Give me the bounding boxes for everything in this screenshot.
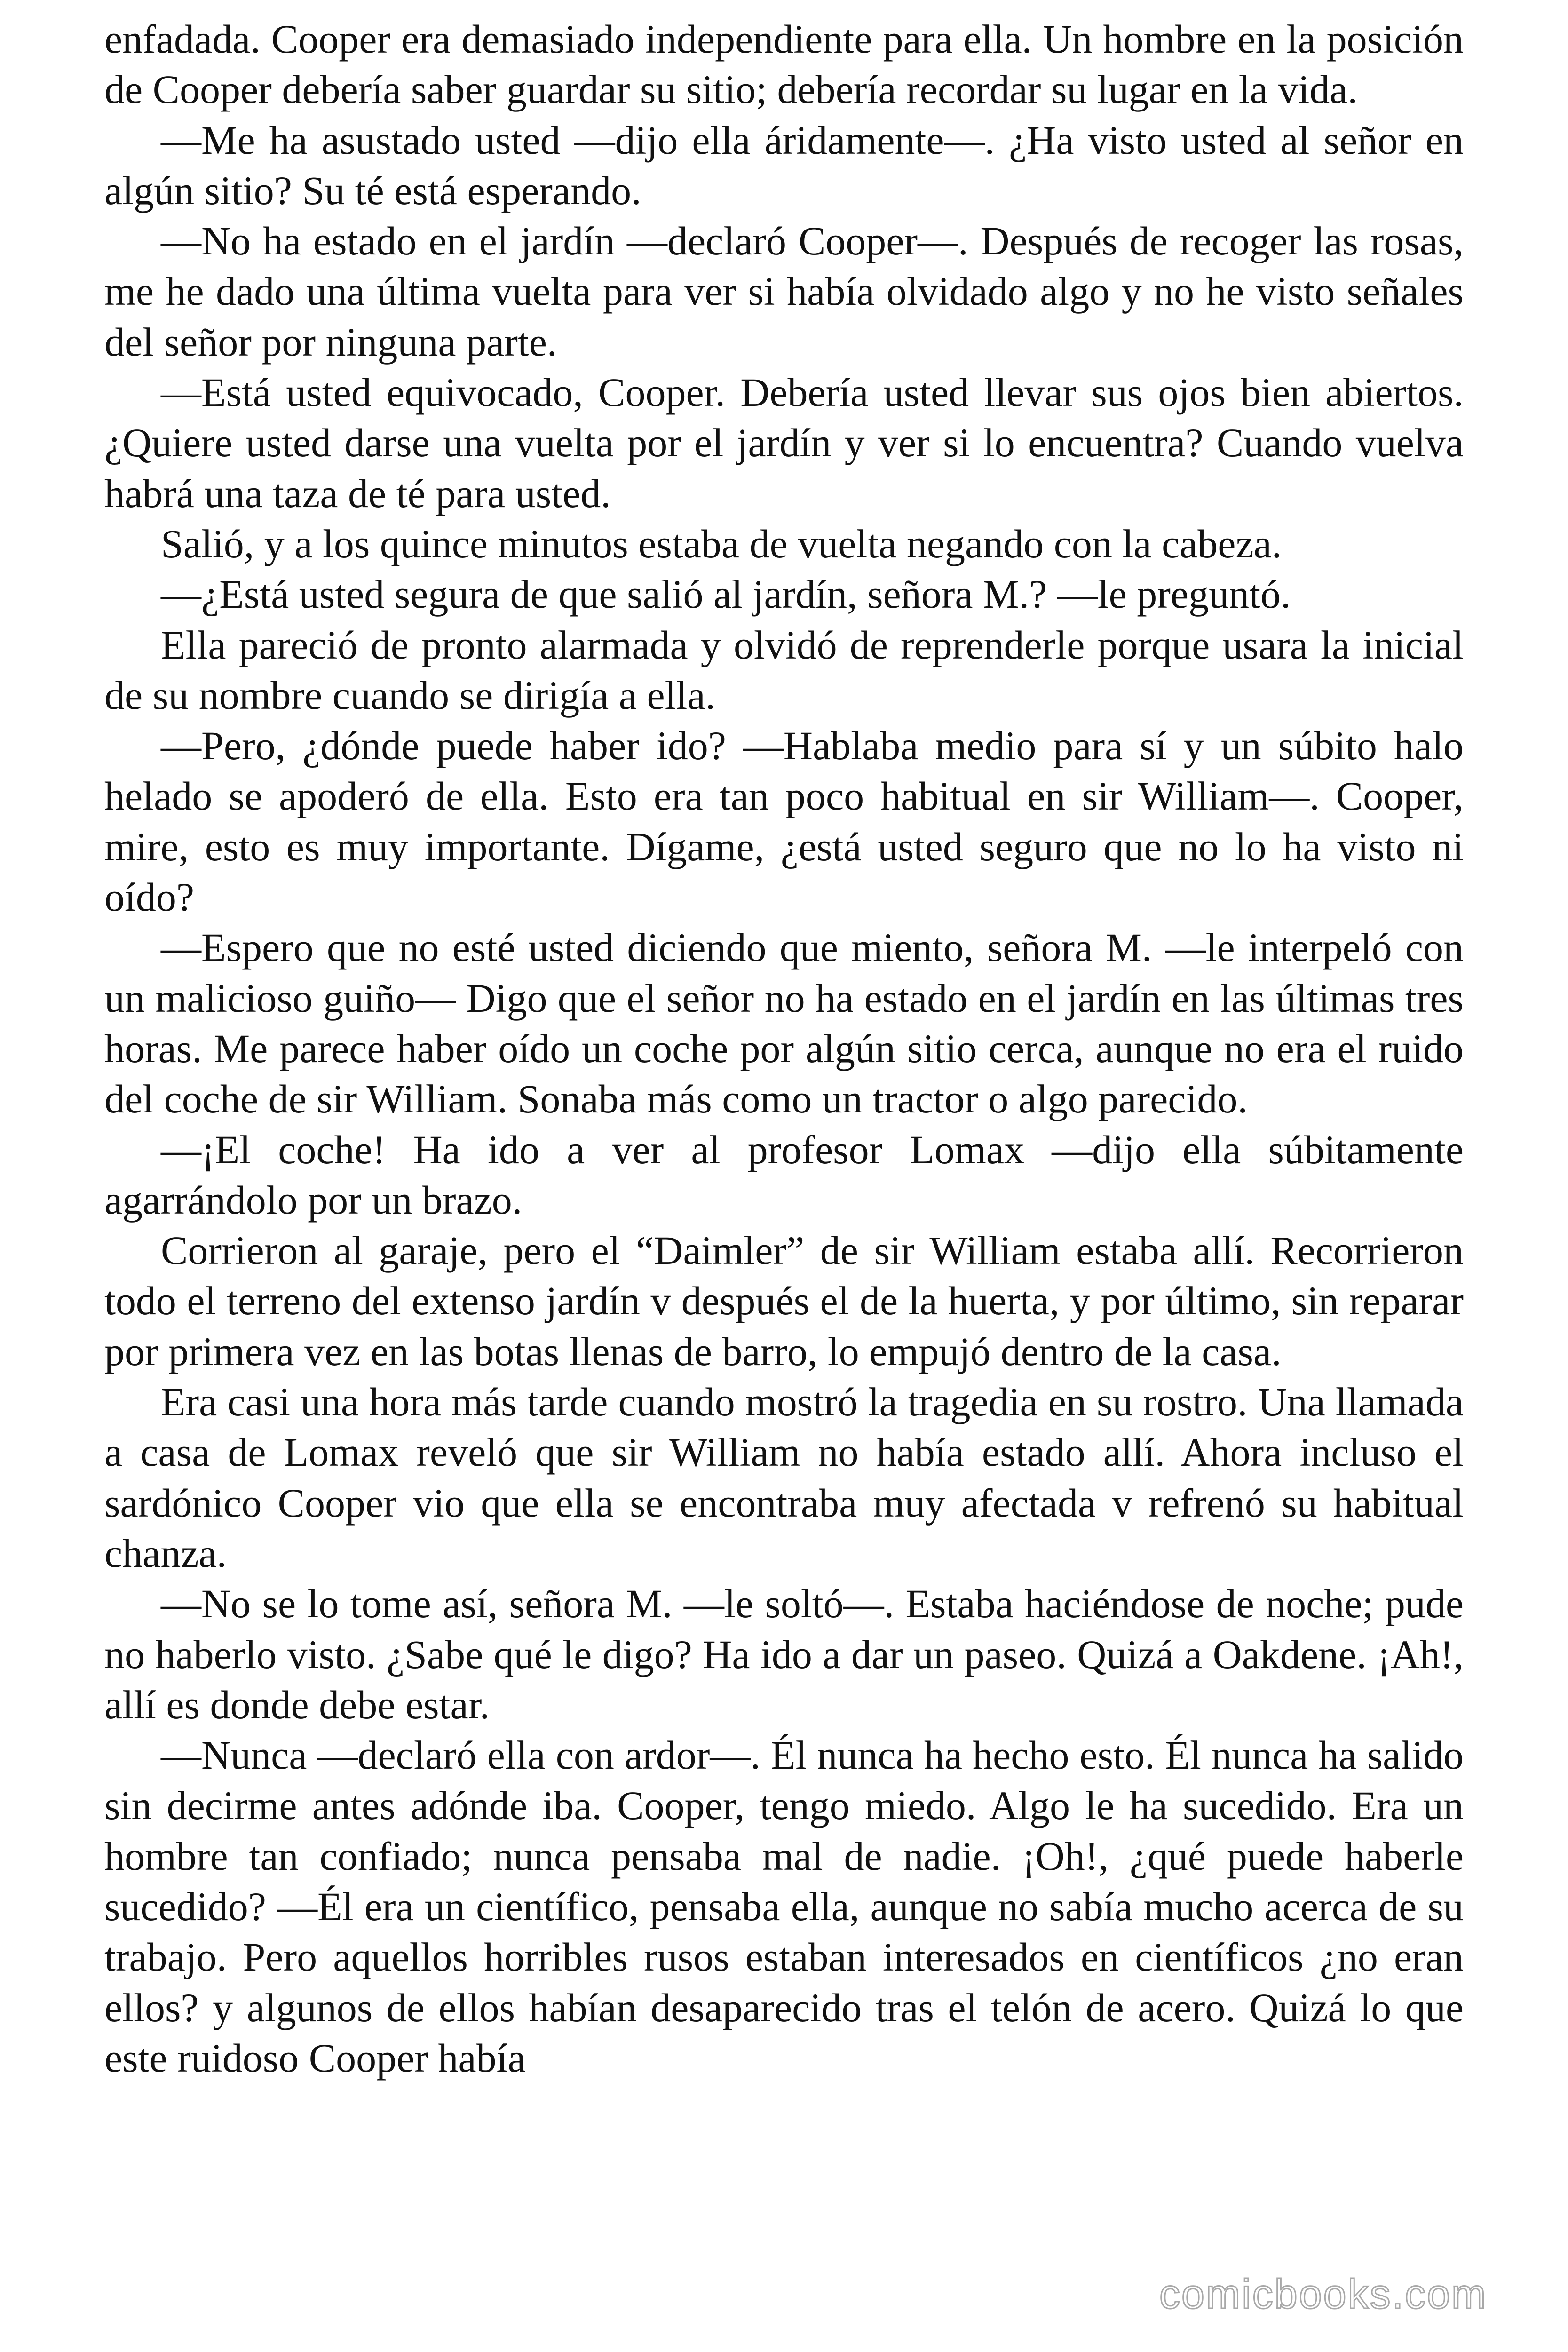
paragraph: Corrieron al garaje, pero el “Daimler” de sir William estaba allí. Recorrieron todo el terreno del extenso jardín v después el de la huerta, y por último, sin reparar por primera vez en las botas llenas de barro, lo empujó dentro de la casa. (104, 1228, 1464, 1374)
paragraph: Ella pareció de pronto alarmada y olvidó de reprenderle porque usara la inicial de su nombre cuando se dirigía a ella. (104, 622, 1464, 718)
paragraph: Era casi una hora más tarde cuando mostró la tragedia en su rostro. Una llamada a casa de Lomax reveló que sir William no había estado allí. Ahora incluso el sardónico Cooper vio que ella se encontraba muy afectada v refrenó su habitual chanza. (104, 1379, 1464, 1576)
paragraph: —Pero, ¿dónde puede haber ido? —Hablaba medio para sí y un súbito halo helado se apoderó de ella. Esto era tan poco habitual en sir William—. Cooper, mire, esto es muy importante. Dígame, ¿está usted seguro que no lo ha visto ni oído? (104, 723, 1464, 920)
paragraph: —¿Está usted segura de que salió al jardín, señora M.? —le preguntó. (161, 572, 1291, 617)
paragraph: enfadada. Cooper era demasiado independiente para ella. Un hombre en la posición de Cooper debería saber guardar su sitio; debería recordar su lugar en la vida. (104, 16, 1464, 112)
paragraph: —No se lo tome así, señora M. —le soltó—. Estaba haciéndose de noche; pude no haberlo visto. ¿Sabe qué le digo? Ha ido a dar un paseo. Quizá a Oakdene. ¡Ah!, allí es donde debe estar. (104, 1581, 1464, 1727)
paragraph: —Nunca —declaró ella con ardor—. Él nunca ha hecho esto. Él nunca ha salido sin decirme antes adónde iba. Cooper, tengo miedo. Algo le ha sucedido. Era un hombre tan confiado; nunca pensaba mal de nadie. ¡Oh!, ¿qué puede haberle sucedido? —Él era un científico, pensaba ella, aunque no sabía mucho acerca de su trabajo. Pero aquellos horribles rusos estaban interesados en científicos ¿no eran ellos? y algunos de ellos habían desaparecido tras el telón de acero. Quizá lo que este ruidoso Cooper había (104, 1732, 1464, 2081)
body-text (104, 14, 1464, 2083)
paragraph: —No ha estado en el jardín —declaró Cooper—. Después de recoger las rosas, me he dado una última vuelta para ver si había olvidado algo y no he visto señales del señor por ninguna parte. (104, 218, 1464, 365)
watermark: comicbooks.com (1159, 2271, 1488, 2317)
paragraph: —¡El coche! Ha ido a ver al profesor Lomax —dijo ella súbitamente agarrándolo por un brazo. (104, 1127, 1464, 1223)
paragraph: —Espero que no esté usted diciendo que miento, señora M. —le interpeló con un malicioso guiño— Digo que el señor no ha estado en el jardín en las últimas tres horas. Me parece haber oído un coche por algún sitio cerca, aunque no era el ruido del coche de sir William. Sonaba más como un tractor o algo parecido. (104, 925, 1464, 1122)
paragraph: —Está usted equivocado, Cooper. Debería usted llevar sus ojos bien abiertos. ¿Quiere usted darse una vuelta por el jardín y ver si lo encuentra? Cuando vuelva habrá una taza de té para usted. (104, 370, 1464, 516)
paragraph: —Me ha asustado usted —dijo ella áridamente—. ¿Ha visto usted al señor en algún sitio? Su té está esperando. (104, 117, 1464, 213)
paragraph: Salió, y a los quince minutos estaba de vuelta negando con la cabeza. (161, 521, 1282, 566)
